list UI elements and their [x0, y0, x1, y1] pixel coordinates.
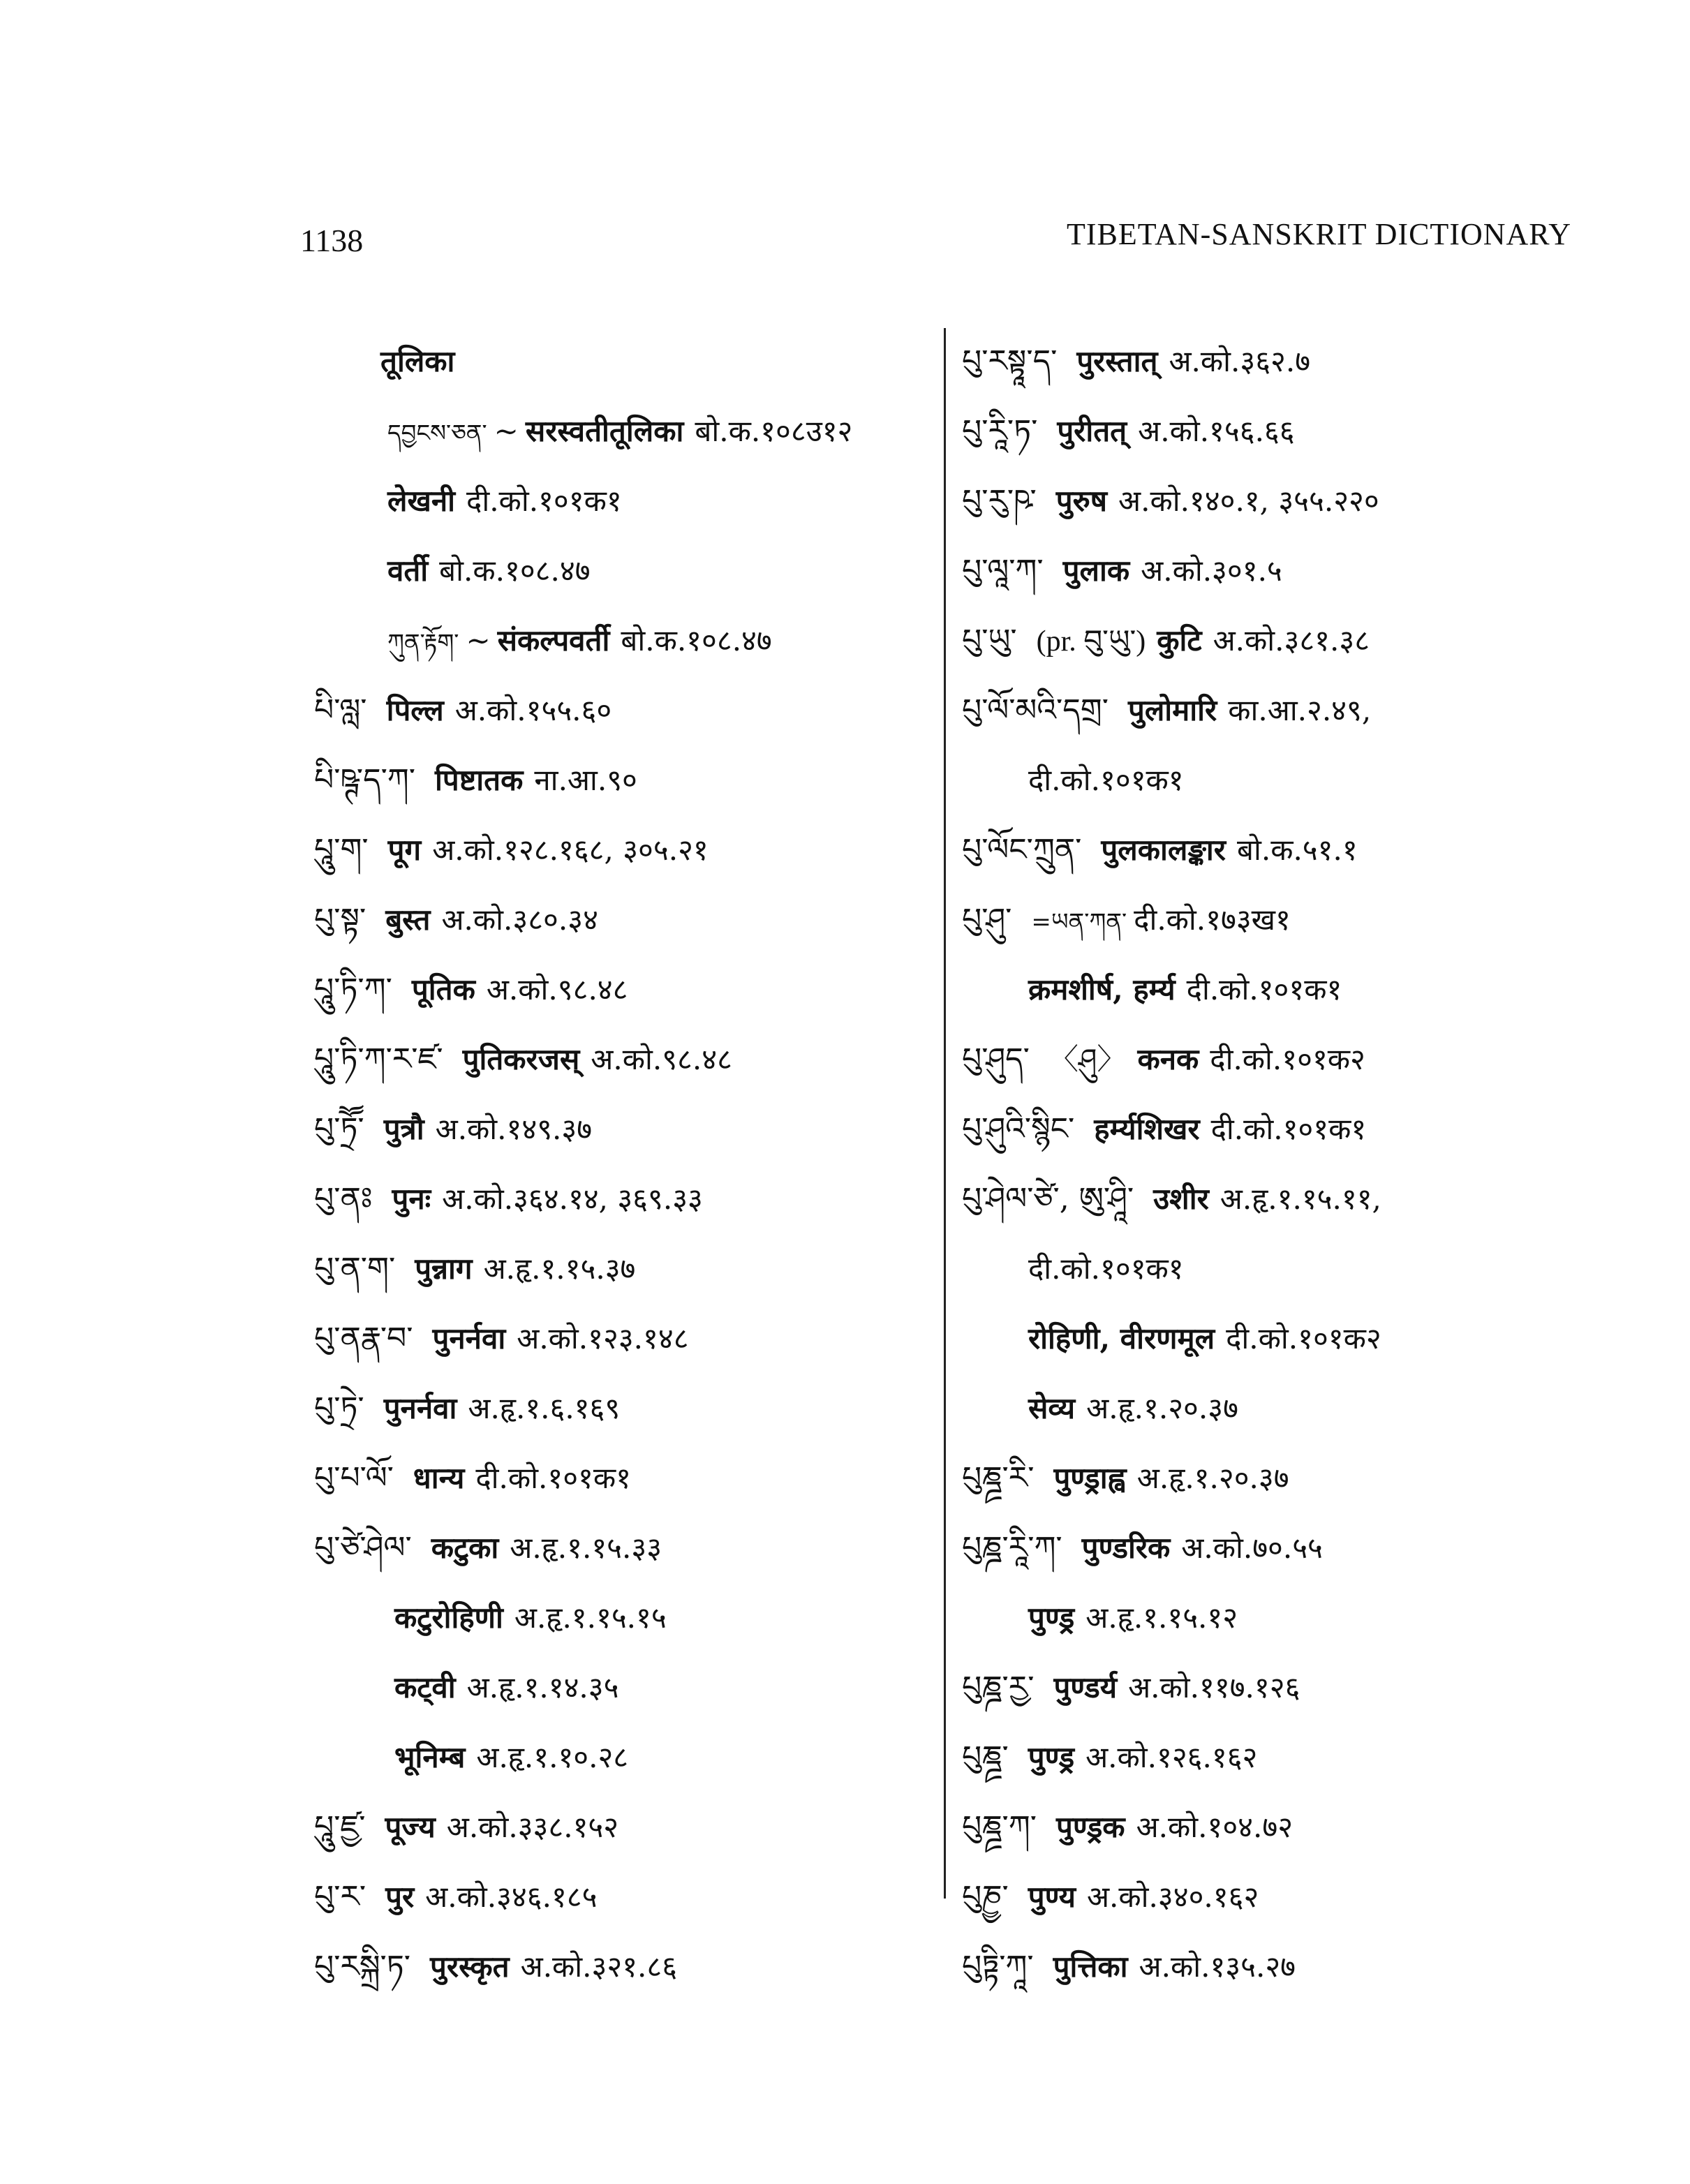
source-reference: अ.हृ.१.१५.१२	[1085, 1600, 1238, 1635]
dictionary-entry	[314, 1583, 928, 1653]
tibetan-headword: པུ་ལཱ་ཀ་	[962, 553, 1044, 588]
source-reference: अ.को.१४९.३७	[435, 1112, 593, 1146]
tibetan-headword: པུཎྜ་རྱ་	[962, 1670, 1035, 1705]
dictionary-entry	[962, 1304, 1576, 1374]
source-reference: अ.को.३८०.३४	[441, 902, 598, 937]
dictionary-entry	[314, 466, 928, 536]
source-reference: दी.को.१०१क१	[1028, 1251, 1184, 1286]
dictionary-entry	[314, 536, 928, 606]
source-reference: अ.को.९८.४८	[591, 1042, 732, 1076]
tibetan-headword: པི་ཥྚ་ད་ཀ་	[314, 762, 416, 798]
tibetan-headword: པུ་ལོང་ཀྲུན་	[962, 832, 1082, 868]
source-reference: दी.को.१०१क१	[475, 1461, 631, 1495]
source-reference: अ.को.३२१.८६	[520, 1949, 678, 1984]
dictionary-entry	[314, 396, 928, 466]
sanskrit-equivalent: पुरुष	[1055, 484, 1107, 518]
tibetan-headword: པུ་ན་ག་	[314, 1251, 396, 1286]
source-reference: बो.क.५१.१	[1236, 833, 1358, 867]
tibetan-headword: པུ་ཙེ་ཤེལ་	[314, 1530, 412, 1566]
tibetan-headword: པུ་ཏྲཽ་	[314, 1111, 364, 1147]
sanskrit-equivalent: कट्वी	[394, 1670, 456, 1704]
sanskrit-equivalent: पिल्ल	[386, 693, 444, 727]
tibetan-compound-prefix: དབྱངས་ཅན་	[387, 419, 487, 447]
source-reference: अ.को.१३५.२७	[1139, 1949, 1296, 1984]
sanskrit-equivalent: पुत्रौ	[383, 1112, 424, 1146]
dictionary-entry	[314, 1443, 928, 1513]
source-reference: ना.आ.९०	[534, 763, 637, 797]
tibetan-headword: པུ་ལོ་མའི་དགྲ་	[962, 692, 1109, 728]
dictionary-entry	[962, 1513, 1576, 1583]
sanskrit-equivalent: सेव्य	[1028, 1391, 1076, 1425]
tibetan-headword: པུ་སྟ་	[314, 902, 366, 937]
sanskrit-equivalent: पूग	[387, 833, 422, 867]
source-reference: अ.को.३४०.१६२	[1086, 1880, 1259, 1914]
dictionary-entry	[314, 1932, 928, 2002]
sanskrit-equivalent: धान्य	[413, 1461, 465, 1495]
source-reference: अ.को.१०४.७२	[1136, 1810, 1294, 1844]
source-reference: अ.को.१४०.१, ३५५.२२०	[1118, 484, 1379, 518]
tibetan-headword: པུ་ཤུའི་སྙིང་	[962, 1111, 1075, 1147]
dictionary-entry	[314, 1094, 928, 1164]
source-reference: बो.क.१०८.४७	[439, 554, 591, 588]
sanskrit-equivalent: वर्ती	[387, 554, 429, 588]
dictionary-entry	[962, 606, 1576, 676]
dictionary-entry	[314, 1723, 928, 1792]
source-reference: अ.को.३६२.७	[1169, 344, 1311, 378]
source-reference: अ.हृ.१.१५.११,	[1220, 1182, 1381, 1216]
sanskrit-equivalent: पुलाक	[1062, 554, 1130, 588]
tibetan-headword: པུ་རསྐྲི་ཏ་	[314, 1949, 411, 1984]
tibetan-headword: པི་ལླ་	[314, 692, 367, 728]
sanskrit-equivalent: पुण्ड्रक	[1056, 1810, 1125, 1844]
sanskrit-equivalent: लेखनी	[387, 484, 456, 518]
tibetan-headword: པུ་རུ་ཥ་	[962, 483, 1037, 519]
sanskrit-equivalent: पुण्ड्र	[1028, 1600, 1075, 1635]
dictionary-entry	[962, 1094, 1576, 1164]
column-rule	[944, 328, 946, 1899]
dictionary-entry	[314, 676, 928, 745]
dictionary-entry	[314, 1792, 928, 1862]
tibetan-headword: པུ་ནཿ	[314, 1181, 373, 1217]
dictionary-entry	[314, 1304, 928, 1374]
dictionary-entry	[314, 1374, 928, 1443]
source-reference: बो.क.१०८उ१२	[695, 414, 853, 448]
sanskrit-equivalent: पुरस्कृत	[430, 1949, 510, 1984]
source-reference: अ.को.१५५.६०	[454, 693, 612, 727]
entry-note: 〈ཤུ〉	[1048, 1044, 1127, 1076]
dictionary-entry	[314, 1234, 928, 1304]
sanskrit-equivalent: पुतिकरजस्	[462, 1042, 580, 1076]
sanskrit-equivalent: पुण्ड्राह्व	[1053, 1461, 1126, 1495]
source-reference: दी.को.१०१क१	[466, 484, 622, 518]
sanskrit-equivalent: पुरीतत्	[1057, 414, 1127, 448]
source-reference: अ.को.१५६.६६	[1138, 414, 1295, 448]
sanskrit-equivalent: कटुरोहिणी	[394, 1600, 503, 1635]
dictionary-entry	[962, 1723, 1576, 1792]
sanskrit-equivalent: रोहिणी, वीरणमूल	[1028, 1321, 1215, 1355]
sanskrit-equivalent: पुनः	[392, 1182, 431, 1216]
tibetan-headword: པཱུ་ཏི་ཀ་	[314, 972, 392, 1007]
dictionary-entry	[962, 885, 1576, 955]
left-column	[314, 327, 928, 2002]
tibetan-headword: པུ་ཤུ་	[962, 902, 1012, 937]
tibetan-headword: པུ་ཤུད་	[962, 1041, 1030, 1077]
sanskrit-equivalent: पूज्य	[385, 1810, 436, 1844]
sanskrit-equivalent: पुण्ड्र	[1028, 1740, 1075, 1774]
sanskrit-equivalent: पुलकालङ्कार	[1101, 833, 1226, 867]
tibetan-compound-prefix: =ཡན་ཀན་	[1031, 908, 1127, 936]
source-reference: का.आ.२.४९,	[1228, 693, 1372, 727]
dictionary-entry	[314, 1862, 928, 1932]
source-reference: अ.को.३४६.१८५	[425, 1880, 598, 1914]
sanskrit-equivalent: पुत्तिका	[1053, 1949, 1128, 1984]
source-reference: अ.को.१२३.१४८	[517, 1321, 689, 1355]
sanskrit-equivalent: पुण्डरिक	[1081, 1531, 1171, 1565]
source-reference: अ.हृ.१.१४.३५	[466, 1670, 619, 1704]
source-reference: अ.को.११७.१२६	[1128, 1670, 1300, 1704]
source-reference: अ.हृ.१.२०.३७	[1136, 1461, 1289, 1495]
dictionary-entry	[962, 466, 1576, 536]
sanskrit-equivalent: कटुका	[431, 1531, 499, 1565]
dictionary-entry	[962, 1792, 1576, 1862]
sanskrit-equivalent: पुनर्नवा	[432, 1321, 506, 1355]
sanskrit-equivalent: पुलोमारि	[1127, 693, 1217, 727]
sanskrit-equivalent: पुण्डर्य	[1053, 1670, 1118, 1704]
tilde-marker: ~	[494, 414, 519, 448]
source-reference: अ.को.३०१.५	[1141, 554, 1282, 588]
tibetan-headword: པུ་ཡུ་	[962, 623, 1017, 658]
dictionary-entry	[962, 1862, 1576, 1932]
source-reference: अ.हृ.१.२०.३७	[1086, 1391, 1238, 1425]
tibetan-headword: པུཎྜ་རཱི་ཀ་	[962, 1530, 1062, 1566]
sanskrit-equivalent: पुन्नाग	[415, 1251, 473, 1286]
source-reference: दी.को.१०१क१	[1186, 972, 1342, 1006]
source-reference: बो.क.१०८.४७	[621, 623, 772, 658]
tibetan-headword: པུ་ཤེལ་ཙེ་, ཨུ་ཤཱི་	[962, 1181, 1134, 1217]
dictionary-entry	[962, 1374, 1576, 1443]
tibetan-headword: པུ་ཏྲེ་	[314, 1390, 364, 1426]
sanskrit-equivalent: कुटि	[1157, 623, 1202, 658]
tibetan-headword: པཱུ་ཛྱ་	[314, 1809, 366, 1845]
source-reference: दी.को.१०१क१	[1210, 1112, 1367, 1146]
dictionary-entry	[962, 815, 1576, 885]
source-reference: अ.हृ.१.१५.१५	[514, 1600, 667, 1635]
source-reference: अ.को.१२८.१६८, ३०५.२१	[432, 833, 709, 867]
dictionary-entry	[962, 327, 1576, 396]
source-reference: अ.को.३८१.३८	[1213, 623, 1370, 658]
sanskrit-equivalent: तूलिका	[380, 344, 455, 378]
tibetan-compound-prefix: ཀུན་རྟོག་	[387, 629, 459, 657]
dictionary-entry	[962, 1932, 1576, 2002]
dictionary-entry	[314, 815, 928, 885]
dictionary-entry	[962, 536, 1576, 606]
sanskrit-equivalent: संकल्पवर्ती	[497, 623, 610, 658]
tibetan-headword: པུཎྜྲ་ཀ་	[962, 1809, 1037, 1845]
tibetan-headword: པུཎྜྲ་རི་	[962, 1460, 1035, 1496]
sanskrit-equivalent: पुण्य	[1028, 1880, 1076, 1914]
tibetan-headword: པུ་ནརྣ་བ་	[314, 1321, 413, 1356]
tibetan-headword: པུ་རསྟཱ་ད་	[962, 343, 1058, 379]
dictionary-entry	[314, 1513, 928, 1583]
source-reference: दी.को.१०१क२	[1210, 1042, 1365, 1076]
tibetan-headword: པུ་པ་ལོ་	[314, 1460, 394, 1496]
source-reference: अ.को.१२६.१६२	[1085, 1740, 1258, 1774]
source-reference: अ.को.३६४.१४, ३६९.३३	[442, 1182, 703, 1216]
tibetan-headword: པུ་རཱི་ཏ་	[962, 413, 1038, 449]
source-reference: दी.को.१०१क२	[1226, 1321, 1381, 1355]
dictionary-entry	[314, 885, 928, 955]
sanskrit-equivalent: सरस्वतीतूलिका	[525, 414, 684, 448]
dictionary-entry	[314, 1653, 928, 1723]
dictionary-entry	[314, 745, 928, 815]
dictionary-entry	[962, 1653, 1576, 1723]
sanskrit-equivalent: भूनिम्ब	[394, 1740, 466, 1774]
dictionary-entry	[962, 955, 1576, 1025]
dictionary-entry	[314, 1164, 928, 1234]
tilde-marker: ~	[466, 623, 491, 658]
source-reference: अ.को.७०.५५	[1181, 1531, 1323, 1565]
sanskrit-equivalent: क्रमशीर्ष, हर्म्य	[1028, 972, 1176, 1006]
dictionary-entry	[314, 1025, 928, 1094]
sanskrit-equivalent: पूतिक	[411, 972, 475, 1006]
dictionary-entry	[962, 1164, 1576, 1234]
tibetan-headword: པུཎྱ་	[962, 1879, 1009, 1915]
sanskrit-equivalent: पुनर्नवा	[383, 1391, 457, 1425]
running-header: TIBETAN-SANSKRIT DICTIONARY	[1067, 217, 1571, 251]
page-number: 1138	[300, 223, 364, 258]
sanskrit-equivalent: पिष्टातक	[435, 763, 524, 797]
sanskrit-equivalent: बुस्त	[385, 902, 431, 937]
sanskrit-equivalent: हर्म्यशिखर	[1094, 1112, 1200, 1146]
entry-note: (pr. བུ་ཡུ་)	[1036, 625, 1146, 658]
source-reference: अ.हृ.१.१०.२८	[476, 1740, 629, 1774]
tibetan-headword: པཱུ་ཏི་ཀ་ར་ཛ་	[314, 1041, 443, 1077]
source-reference: दी.को.१०१क१	[1028, 763, 1184, 797]
dictionary-entry	[962, 1025, 1576, 1094]
source-reference: अ.हृ.१.६.१६९	[468, 1391, 621, 1425]
source-reference: अ.को.३३८.१५२	[446, 1810, 619, 1844]
sanskrit-equivalent: पुरस्तात्	[1076, 344, 1158, 378]
dictionary-entry	[962, 1234, 1576, 1304]
sanskrit-equivalent: पुर	[385, 1880, 415, 1914]
sanskrit-equivalent: कनक	[1137, 1042, 1199, 1076]
tibetan-headword: པུཏྟི་ཀཱ་	[962, 1949, 1034, 1984]
tibetan-headword: པུཎྜྲ་	[962, 1739, 1009, 1775]
dictionary-entry	[314, 606, 928, 676]
tibetan-headword: པཱུ་ག་	[314, 832, 369, 868]
dictionary-entry	[962, 1443, 1576, 1513]
source-reference: अ.को.९८.४८	[486, 972, 628, 1006]
right-column	[962, 327, 1576, 2002]
source-reference: दी.को.१७३ख१	[1134, 902, 1291, 937]
source-reference: अ.हृ.१.१५.३७	[483, 1251, 636, 1286]
dictionary-entry	[314, 327, 928, 396]
dictionary-entry	[962, 745, 1576, 815]
tibetan-headword: པུ་ར་	[314, 1879, 366, 1915]
source-reference: अ.हृ.१.१५.३३	[510, 1531, 662, 1565]
dictionary-entry	[314, 955, 928, 1025]
sanskrit-equivalent: उशीर	[1153, 1182, 1209, 1216]
dictionary-entry	[962, 1583, 1576, 1653]
dictionary-entry	[962, 676, 1576, 745]
dictionary-entry	[962, 396, 1576, 466]
